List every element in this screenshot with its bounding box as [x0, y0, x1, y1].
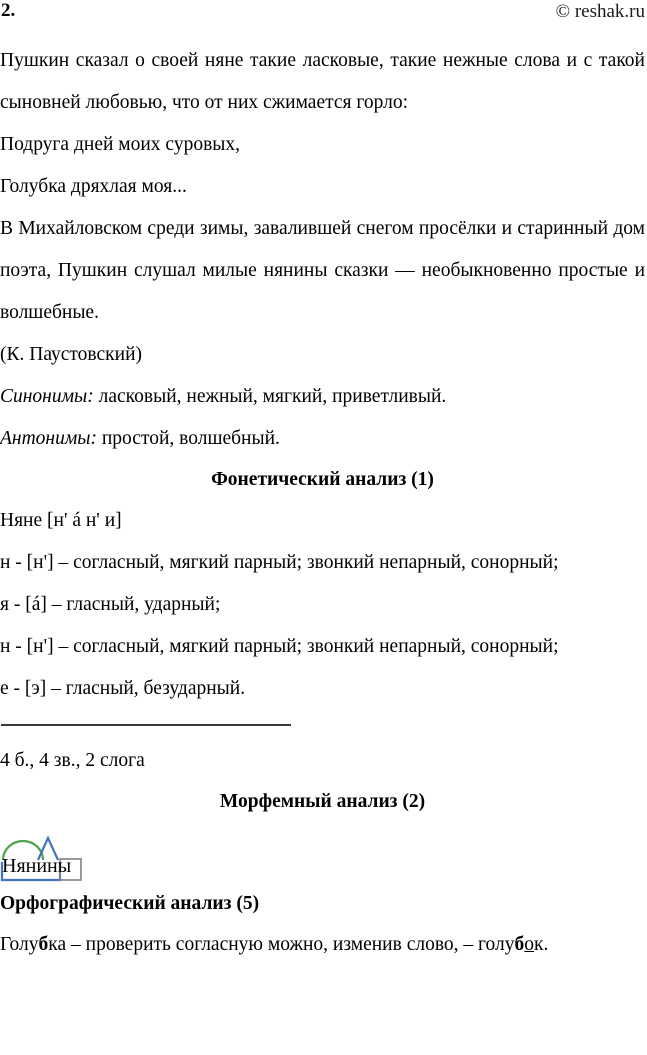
orthographic-analysis-heading: Орфографический анализ (5)	[0, 893, 260, 914]
morphemic-diagram	[0, 828, 645, 884]
antonyms-line	[0, 418, 645, 460]
quote-line-2: Голубка дряхлая моя...	[0, 176, 187, 197]
page-header	[0, 0, 647, 26]
phonetic-line-1: н - [н'] – согласный, мягкий парный; звонкий непарный, сонорный;	[0, 552, 559, 573]
narrative-paragraph: В Михайловском среди зимы, завалившей снегом просёлки и старинный дом поэта, Пушкин слушал милые нянины сказки — необыкновенно простые и волшебные.	[0, 218, 645, 323]
phonetic-line-2: я - [á] – гласный, ударный;	[0, 594, 221, 615]
morphemic-word: Нянины	[2, 855, 72, 877]
ortho-part-1: Голу	[0, 934, 39, 955]
ortho-part-2: ка – проверить согласную можно, изменив слово, – голу	[48, 934, 515, 955]
ortho-underline: о	[524, 934, 535, 955]
ortho-bold-2: б	[514, 934, 525, 955]
quote-line-1: Подруга дней моих суровых,	[0, 134, 241, 155]
phonetic-summary: 4 б., 4 зв., 2 слога	[0, 750, 145, 771]
ortho-part-3: к.	[534, 934, 549, 955]
antonyms-value: простой, волшебный.	[97, 428, 280, 449]
orthographic-line	[0, 924, 645, 966]
synonyms-label: Синонимы:	[0, 386, 94, 407]
phonetic-analysis-heading: Фонетический анализ (1)	[211, 469, 434, 490]
item-number: 2.	[1, 0, 16, 21]
site-watermark: © reshak.ru	[555, 1, 645, 22]
phonetic-summary-divider	[1, 724, 291, 726]
intro-paragraph: Пушкин сказал о своей няне такие ласковые, такие нежные слова и с такой сыновней любовью, что от них сжимается горло:	[0, 50, 645, 113]
synonyms-value: ласковый, нежный, мягкий, приветливый.	[93, 386, 447, 407]
document-content	[0, 40, 645, 966]
phonetic-word: Няне [н' á н' и]	[0, 510, 122, 531]
morphemic-analysis-heading: Морфемный анализ (2)	[219, 791, 426, 812]
ortho-bold-1: б	[38, 934, 49, 955]
attribution: (К. Паустовский)	[0, 344, 143, 365]
phonetic-line-4: е - [э] – гласный, безударный.	[0, 678, 246, 699]
synonyms-line	[0, 376, 645, 418]
phonetic-line-3: н - [н'] – согласный, мягкий парный; звонкий непарный, сонорный;	[0, 636, 559, 657]
antonyms-label: Антонимы:	[0, 428, 97, 449]
